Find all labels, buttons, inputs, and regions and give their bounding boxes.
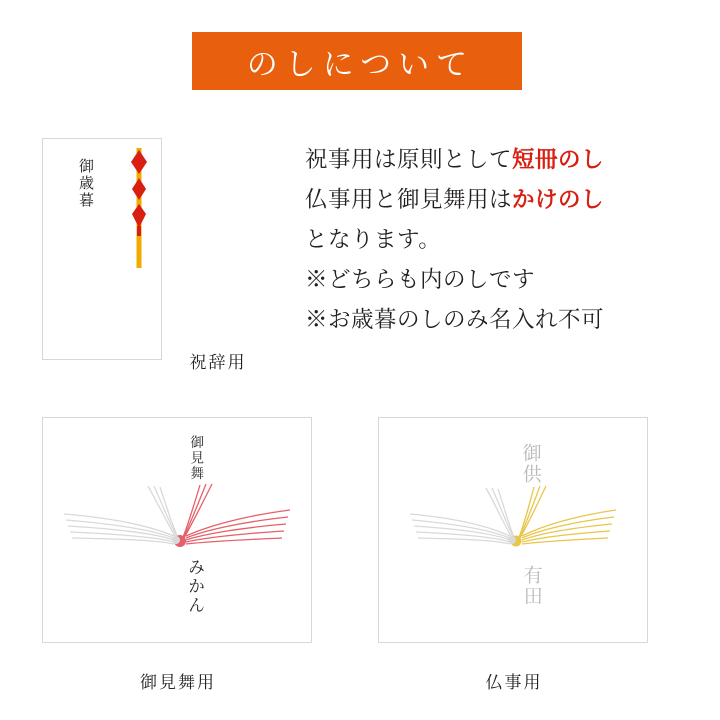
body-line-4: ※どちらも内のしです [305,267,536,293]
body-line-3: となります。 [305,227,442,253]
sample-card-butsuji [378,417,648,643]
body-line-2 [305,180,695,220]
body-line-5: ※お歳暮のしのみ名入れ不可 [305,307,605,333]
caption-omimai: 御見舞用 [140,673,216,692]
omimai-top-text: 御見舞 [188,435,204,482]
butsuji-top-text: 御供 [519,443,541,485]
page-title: のしについて [246,46,475,82]
noshi-decoration-icon [126,148,152,268]
body-line-2-plain: 仏事用と御見舞用は [305,187,513,213]
body-line-2-accent: かけのし [512,187,605,213]
body-line-1-accent: 短冊のし [512,147,605,172]
butsuji-name-text: 有田 [520,565,542,607]
tanzaku-noshi-label: 御歳暮 [77,158,93,209]
body-line-1-plain: 祝事用は原則として [305,147,513,172]
body-line-1 [305,140,695,180]
body-copy [305,140,695,340]
caption-tanzaku: 祝辞用 [189,353,247,372]
omimai-name-text: みかん [185,558,205,615]
page-title-banner [192,32,522,90]
sample-card-omimai [42,417,312,643]
caption-butsuji: 仏事用 [485,673,543,692]
